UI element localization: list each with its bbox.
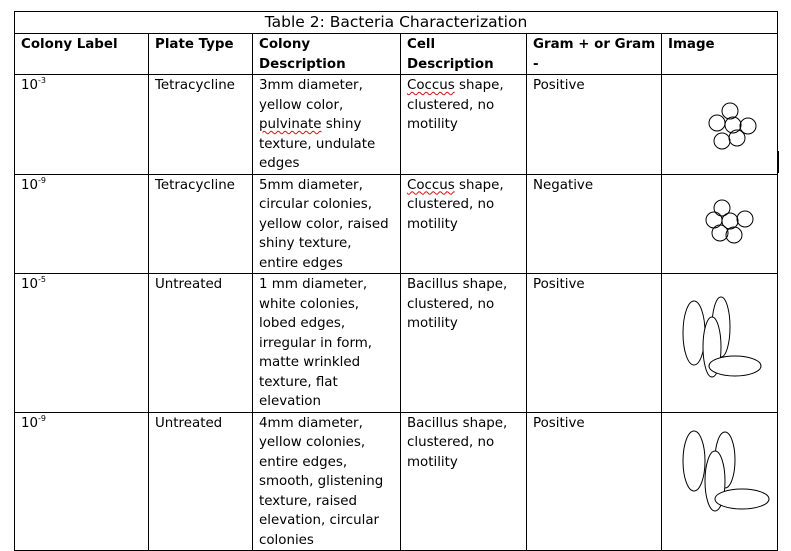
gram-result: Negative xyxy=(527,174,662,274)
header-colony-label: Colony Label xyxy=(15,34,149,75)
header-plate-type: Plate Type xyxy=(149,34,253,75)
header-image: Image xyxy=(662,34,778,75)
colony-label: $10^{-5}$ xyxy=(15,274,149,413)
spellcheck-word: Coccus xyxy=(407,177,455,193)
bacillus-cluster-icon xyxy=(662,274,778,410)
colony-label: $10^{-9}$ xyxy=(15,412,149,551)
image-cell xyxy=(662,75,778,175)
colony-description: 1 mm diameter, white colonies, lobed edges, irregular in form, matte wrinkled texture, flat elevation xyxy=(253,274,401,413)
table-row xyxy=(15,174,778,274)
plate-type: Untreated xyxy=(149,412,253,551)
gram-result: Positive xyxy=(527,75,662,175)
plate-type: Tetracycline xyxy=(149,174,253,274)
image-cell xyxy=(662,412,778,551)
coccus-cluster-icon xyxy=(662,75,778,172)
gram-result: Positive xyxy=(527,274,662,413)
table-title: Table 2: Bacteria Characterization xyxy=(15,12,778,34)
plate-type: Untreated xyxy=(149,274,253,413)
table-row xyxy=(15,274,778,413)
colony-description: 5mm diameter, circular colonies, yellow color, raised shiny texture, entire edges xyxy=(253,174,401,274)
bacillus-cluster-icon xyxy=(662,413,778,549)
table-row xyxy=(15,75,778,175)
colony-description: 4mm diameter, yellow colonies, entire edges, smooth, glistening texture, raised elevation, circular colonies xyxy=(253,412,401,551)
header-cell-description: Cell Description xyxy=(401,34,527,75)
colony-description: 3mm diameter, yellow color, pulvinate shiny texture, undulate edges xyxy=(253,75,401,175)
image-cell xyxy=(662,174,778,274)
gram-result: Positive xyxy=(527,412,662,551)
plate-type: Tetracycline xyxy=(149,75,253,175)
cell-description: Coccus shape, clustered, no motility xyxy=(401,174,527,274)
bacteria-table xyxy=(14,11,778,551)
header-colony-description: Colony Description xyxy=(253,34,401,75)
image-cell xyxy=(662,274,778,413)
cell-description: Coccus shape, clustered, no motility xyxy=(401,75,527,175)
colony-label: $10^{-3}$ xyxy=(15,75,149,175)
cell-description: Bacillus shape, clustered, no motility xyxy=(401,274,527,413)
colony-label: $10^{-9}$ xyxy=(15,174,149,274)
coccus-cluster-icon xyxy=(662,175,778,272)
cell-description: Bacillus shape, clustered, no motility xyxy=(401,412,527,551)
spellcheck-word: Coccus xyxy=(407,78,455,93)
header-gram: Gram + or Gram - xyxy=(527,34,662,75)
spellcheck-word: pulvinate xyxy=(259,117,322,132)
table-row xyxy=(15,412,778,551)
text-cursor xyxy=(777,151,779,173)
